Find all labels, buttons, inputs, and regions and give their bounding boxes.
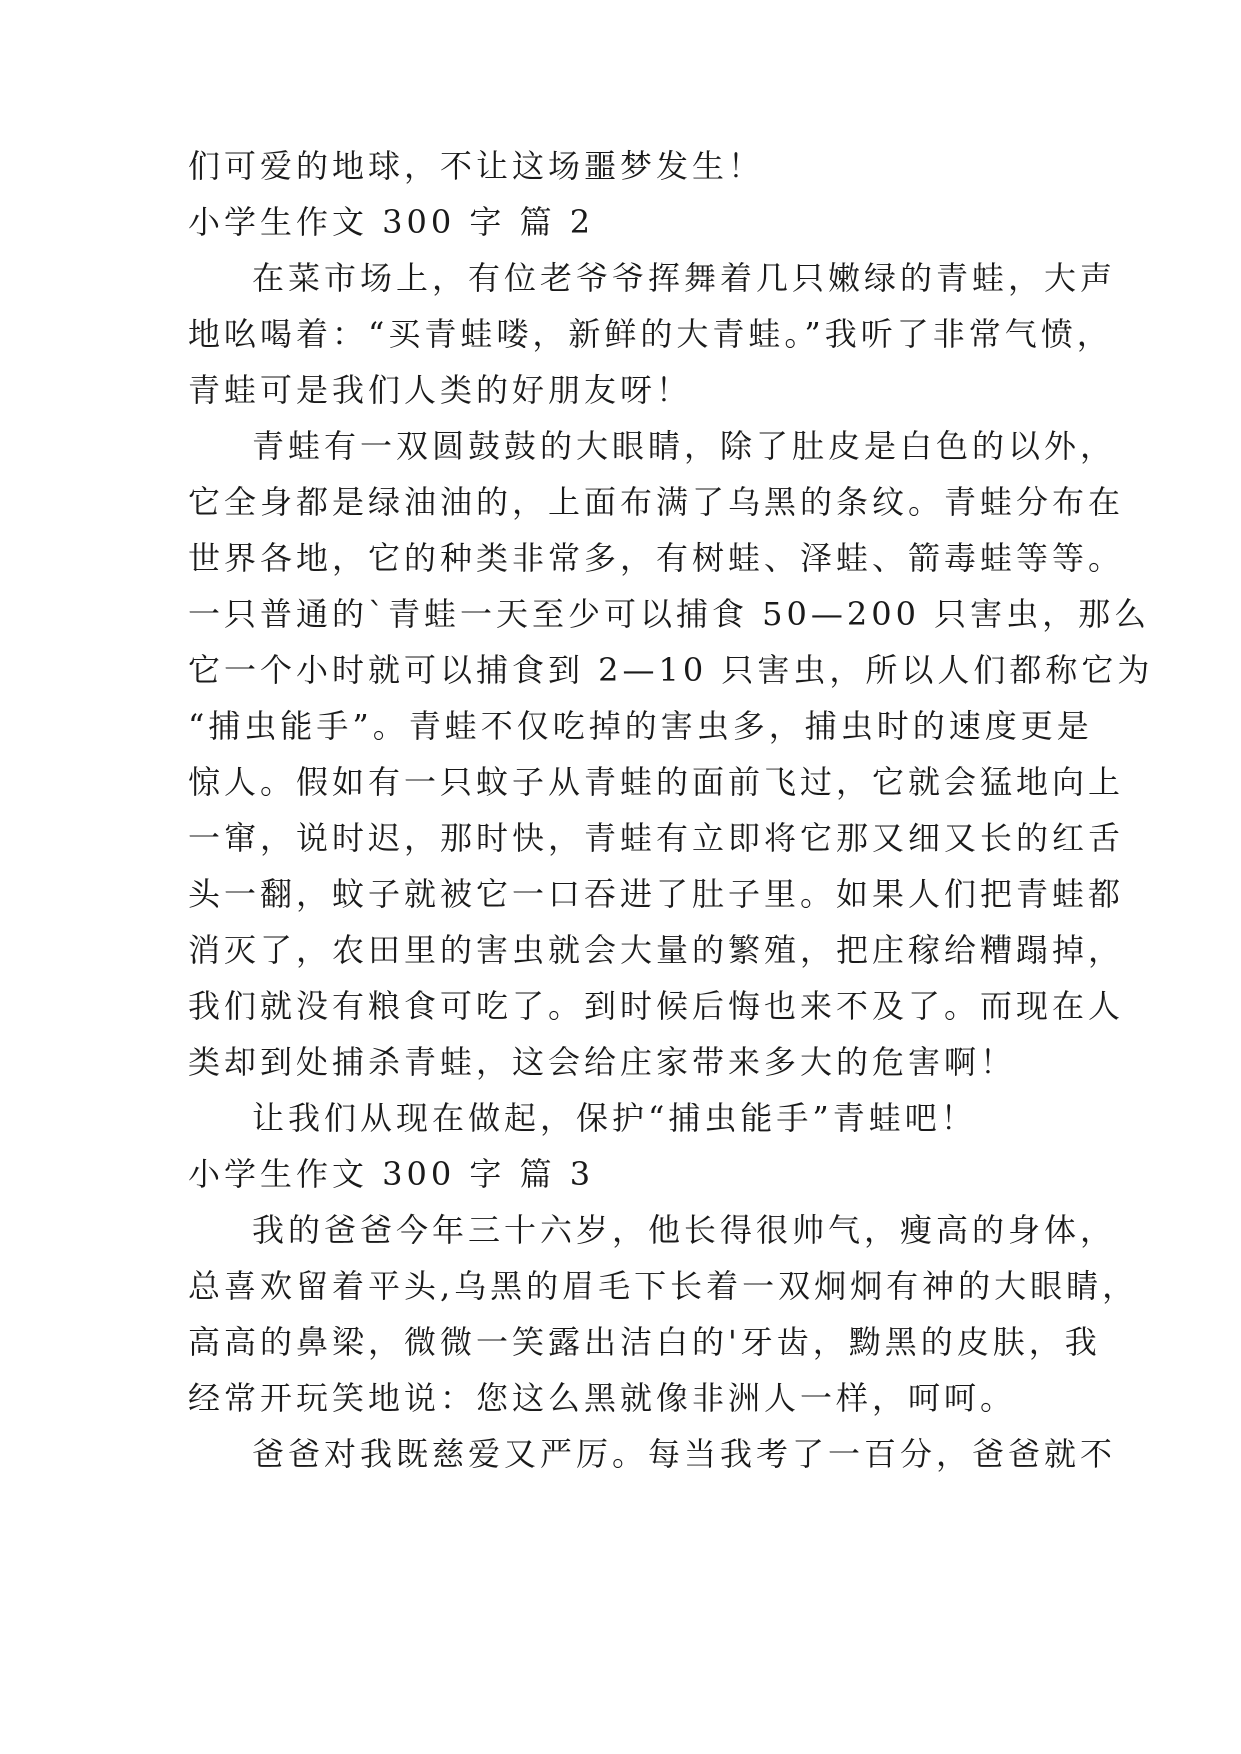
essay2-paragraph1-line: 在菜市场上，有位老爷爷挥舞着几只嫩绿的青蛙，大声 xyxy=(252,259,1117,297)
essay2-paragraph2-line: 类却到处捕杀青蛙，这会给庄家带来多大的危害啊！ xyxy=(188,1043,1017,1081)
essay2-paragraph2-line: 它一个小时就可以捕食到 2—10 只害虫，所以人们都称它为 xyxy=(188,651,1154,689)
essay2-paragraph1-line: 地吆喝着：“买青蛙喽，新鲜的大青蛙。”我听了非常气愤， xyxy=(188,315,1113,353)
essay2-paragraph2-line: “捕虫能手”。青蛙不仅吃掉的害虫多，捕虫时的速度更是 xyxy=(188,707,1093,745)
essay2-paragraph2-line: 我们就没有粮食可吃了。到时候后悔也来不及了。而现在人 xyxy=(188,987,1125,1025)
essay3-paragraph1-line: 经常开玩笑地说：您这么黑就像非洲人一样，呵呵。 xyxy=(188,1379,1017,1417)
essay3-paragraph1-line: 高高的鼻梁，微微一笑露出洁白的'牙齿，黝黑的皮肤，我 xyxy=(188,1323,1101,1361)
essay3-paragraph1-line: 我的爸爸今年三十六岁，他长得很帅气，瘦高的身体， xyxy=(252,1211,1117,1249)
essay2-paragraph1-line: 青蛙可是我们人类的好朋友呀！ xyxy=(188,371,693,409)
essay2-paragraph2-line: 消灭了，农田里的害虫就会大量的繁殖，把庄稼给糟蹋掉， xyxy=(188,931,1125,969)
essay2-paragraph2-line: 惊人。假如有一只蚊子从青蛙的面前飞过，它就会猛地向上 xyxy=(188,763,1125,801)
essay2-heading: 小学生作文 300 字 篇 2 xyxy=(188,203,595,241)
essay2-paragraph2-line: 它全身都是绿油油的，上面布满了乌黑的条纹。青蛙分布在 xyxy=(188,483,1125,521)
essay3-paragraph1-line: 总喜欢留着平头,乌黑的眉毛下长着一双炯炯有神的大眼睛， xyxy=(188,1267,1139,1305)
essay2-paragraph2-line: 世界各地，它的种类非常多，有树蛙、泽蛙、箭毒蛙等等。 xyxy=(188,539,1125,577)
essay2-paragraph2-line: 青蛙有一双圆鼓鼓的大眼睛，除了肚皮是白色的以外， xyxy=(252,427,1117,465)
essay3-paragraph2-line: 爸爸对我既慈爱又严厉。每当我考了一百分，爸爸就不 xyxy=(252,1435,1117,1473)
essay3-heading: 小学生作文 300 字 篇 3 xyxy=(188,1155,595,1193)
essay1-closing-line: 们可爱的地球，不让这场噩梦发生！ xyxy=(188,147,765,185)
essay2-paragraph3-line: 让我们从现在做起，保护“捕虫能手”青蛙吧！ xyxy=(252,1099,977,1137)
essay2-paragraph2-line: 头一翻，蚊子就被它一口吞进了肚子里。如果人们把青蛙都 xyxy=(188,875,1125,913)
essay2-paragraph2-line: 一窜，说时迟，那时快，青蛙有立即将它那又细又长的红舌 xyxy=(188,819,1125,857)
essay2-paragraph2-line: 一只普通的`青蛙一天至少可以捕食 50—200 只害虫，那么 xyxy=(188,595,1151,633)
